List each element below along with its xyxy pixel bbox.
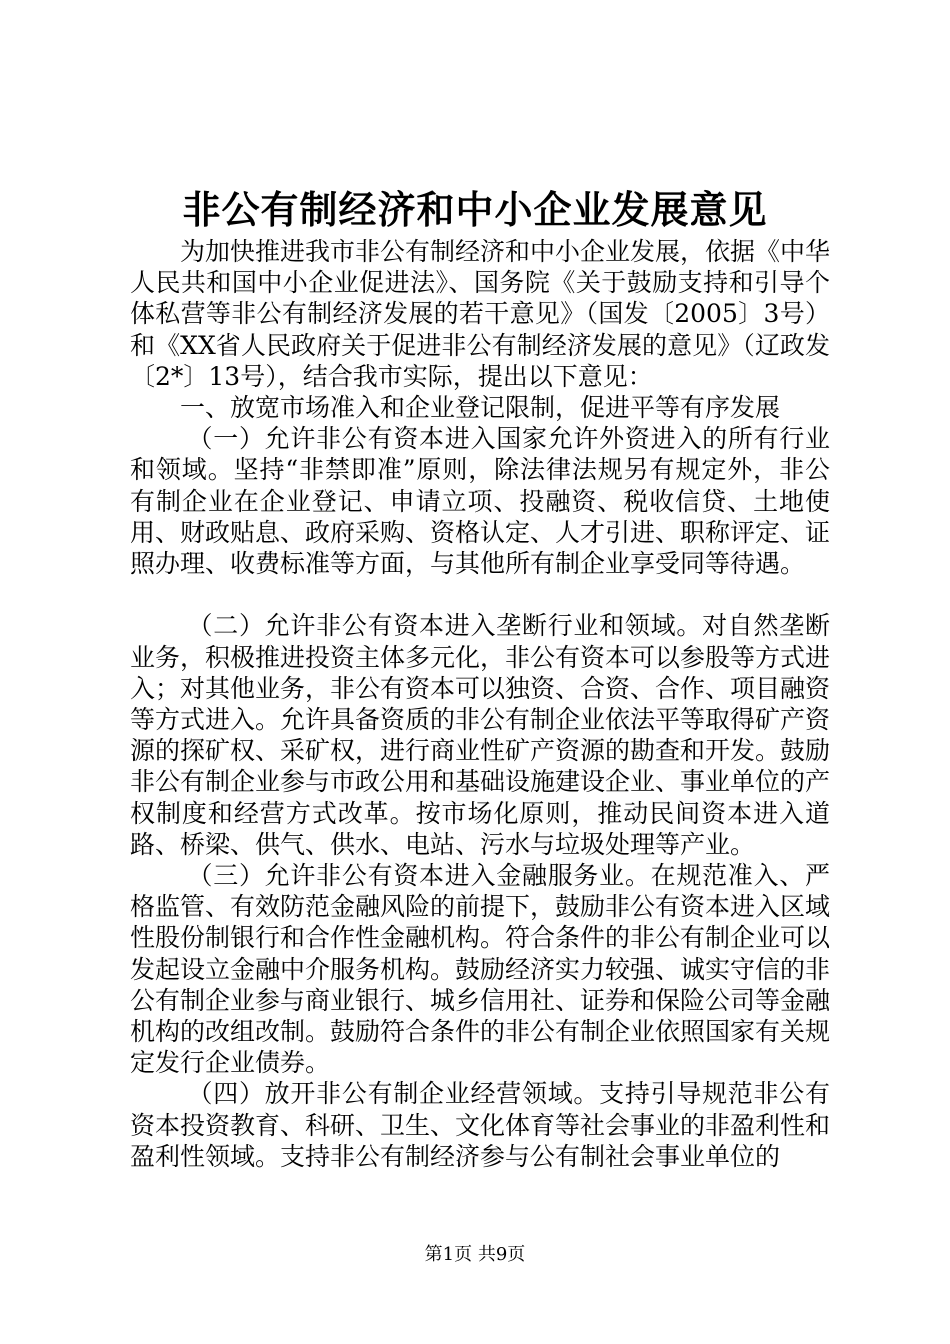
clause-paragraph-4: （四）放开非公有制企业经营领域。支持引导规范非公有资本投资教育、科研、卫生、文化体育等社会事业的非盈利性和盈利性领域。支持非公有制经济参与公有制社会事业单位的 (130, 1079, 831, 1171)
document-title: 非公有制经济和中小企业发展意见 (182, 187, 768, 232)
intro-paragraph: 为加快推进我市非公有制经济和中小企业发展，依据《中华人民共和国中小企业促进法》、国务院《关于鼓励支持和引导个体私营等非公有制经济发展的若干意见》（国发〔2005〕3号）和《XX省人民政府关于促进非公有制经济发展的意见》（辽政发〔2*〕13号），结合我市实际，提出以下意见： (130, 237, 831, 391)
clause-paragraph-2: （二）允许非公有资本进入垄断行业和领域。对自然垄断业务，积极推进投资主体多元化，非公有资本可以参股等方式进入；对其他业务，非公有资本可以独资、合资、合作、项目融资等方式进入。允许具备资质的非公有制企业依法平等取得矿产资源的探矿权、采矿权，进行商业性矿产资源的勘查和开发。鼓励非公有制企业参与市政公用和基础设施建设企业、事业单位的产权制度和经营方式改革。按市场化原则，推动民间资本进入道路、桥梁、供气、供水、电站、污水与垃圾处理等产业。 (130, 611, 831, 859)
section-heading-1: 一、放宽市场准入和企业登记限制，促进平等有序发展 (180, 393, 781, 423)
document-body (130, 236, 830, 1172)
clause-paragraph-3: （三）允许非公有资本进入金融服务业。在规范准入、严格监管、有效防范金融风险的前提下，鼓励非公有资本进入区域性股份制银行和合作性金融机构。符合条件的非公有制企业可以发起设立金融中介服务机构。鼓励经济实力较强、诚实守信的非公有制企业参与商业银行、城乡信用社、证券和保险公司等金融机构的改组改制。鼓励符合条件的非公有制企业依照国家有关规定发行企业债券。 (130, 861, 831, 1078)
page-number-footer: 第1页 共9页 (424, 1244, 526, 1265)
clause-paragraph-1: （一）允许非公有资本进入国家允许外资进入的所有行业和领域。坚持“非禁即准”原则，除法律法规另有规定外，非公有制企业在企业登记、申请立项、投融资、税收信贷、土地使用、财政贴息、政府采购、资格认定、人才引进、职称评定、证照办理、收费标准等方面，与其他所有制企业享受同等待遇。 (130, 424, 831, 579)
paragraph-spacer (130, 579, 830, 610)
